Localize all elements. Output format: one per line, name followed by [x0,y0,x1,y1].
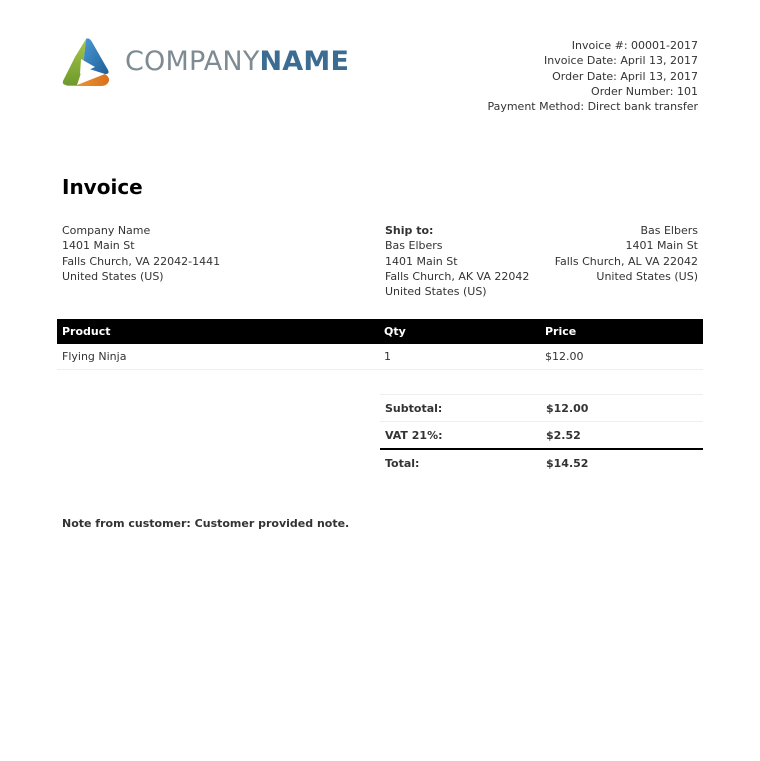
qty-cell: 1 [379,344,540,370]
product-cell: Flying Ninja [57,344,379,370]
order-date: Order Date: April 13, 2017 [552,69,698,83]
invoice-meta [487,38,698,114]
company-wordmark [125,36,349,88]
customer-note: Note from customer: Customer provided note. [62,517,350,530]
subtotal-value: $12.00 [541,395,703,422]
subtotal-label: Subtotal: [380,395,541,422]
billing-line: 1401 Main St [62,239,135,253]
shipping-line: 1401 Main St [385,254,458,268]
billing-address [62,223,220,284]
billing-line: Falls Church, VA 22042-1441 [62,254,221,268]
shipping-line: Falls Church, AK VA 22042 [385,269,530,283]
triangle-logo-icon [61,37,113,87]
total-value: $14.52 [541,449,703,476]
total-row [380,449,703,476]
shipping-line: Bas Elbers [385,239,443,253]
wordmark-light: COMPANY [125,46,260,77]
items-table [57,319,703,370]
total-label: Total: [380,449,541,476]
page-title: Invoice [62,175,143,199]
price-cell: $12.00 [540,344,703,370]
shipping-line: United States (US) [385,285,487,299]
vat-value: $2.52 [541,422,703,450]
customer-line: Falls Church, AL VA 22042 [554,254,698,268]
invoice-number: Invoice #: 00001-2017 [571,39,698,52]
shipping-address [385,223,529,299]
product-column-header: Product [57,319,379,344]
vat-row [380,422,703,450]
invoice-date: Invoice Date: April 13, 2017 [544,54,698,68]
payment-method: Payment Method: Direct bank transfer [487,100,698,114]
billing-line: Company Name [62,224,151,237]
qty-column-header: Qty [379,319,540,344]
wordmark-bold: NAME [259,46,350,77]
customer-line: 1401 Main St [625,239,698,253]
customer-line: United States (US) [596,269,698,283]
order-number: Order Number: 101 [591,84,698,98]
company-logo [61,36,349,88]
items-header-row [57,319,703,344]
totals-table [380,394,703,476]
ship-to-heading: Ship to: [385,224,434,237]
subtotal-row [380,395,703,422]
customer-line: Bas Elbers [640,224,698,237]
billing-line: United States (US) [62,269,164,283]
table-row [57,344,703,370]
price-column-header: Price [540,319,703,344]
vat-label: VAT 21%: [380,422,541,450]
customer-address [555,223,698,284]
